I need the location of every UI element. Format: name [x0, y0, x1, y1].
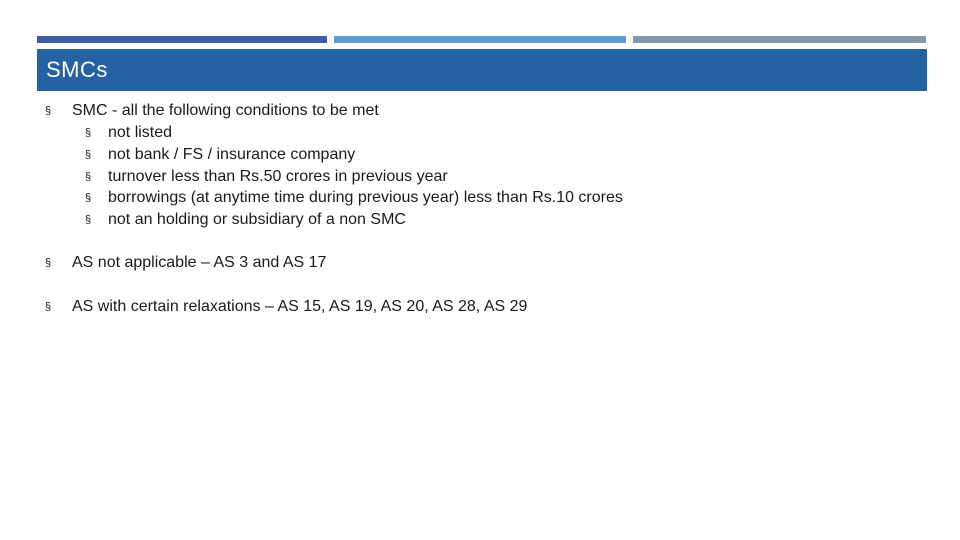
list-item: AS not applicable – AS 3 and AS 17: [72, 254, 327, 271]
bullet-icon: §: [45, 301, 52, 313]
bullet-icon: §: [45, 105, 52, 117]
bullet-icon: §: [85, 127, 92, 139]
bullet-icon: §: [85, 171, 92, 183]
sub-list-item: not bank / FS / insurance company: [108, 146, 356, 163]
sub-list-item: not listed: [108, 124, 173, 141]
list-item: AS with certain relaxations – AS 15, AS 19, AS 20, AS 28, AS 29: [72, 298, 528, 315]
sub-list-item: not an holding or subsidiary of a non SMC: [108, 211, 406, 228]
list-item: SMC - all the following conditions to be met: [72, 102, 379, 119]
bullet-icon: §: [85, 149, 92, 161]
bullet-icon: §: [85, 192, 92, 204]
bullet-icon: §: [85, 214, 92, 226]
sub-list-item: turnover less than Rs.50 crores in previous year: [108, 168, 448, 185]
slide-title: SMCs: [46, 57, 108, 82]
sub-list-item: borrowings (at anytime time during previous year) less than Rs.10 crores: [108, 189, 623, 206]
bullet-icon: §: [45, 257, 52, 269]
